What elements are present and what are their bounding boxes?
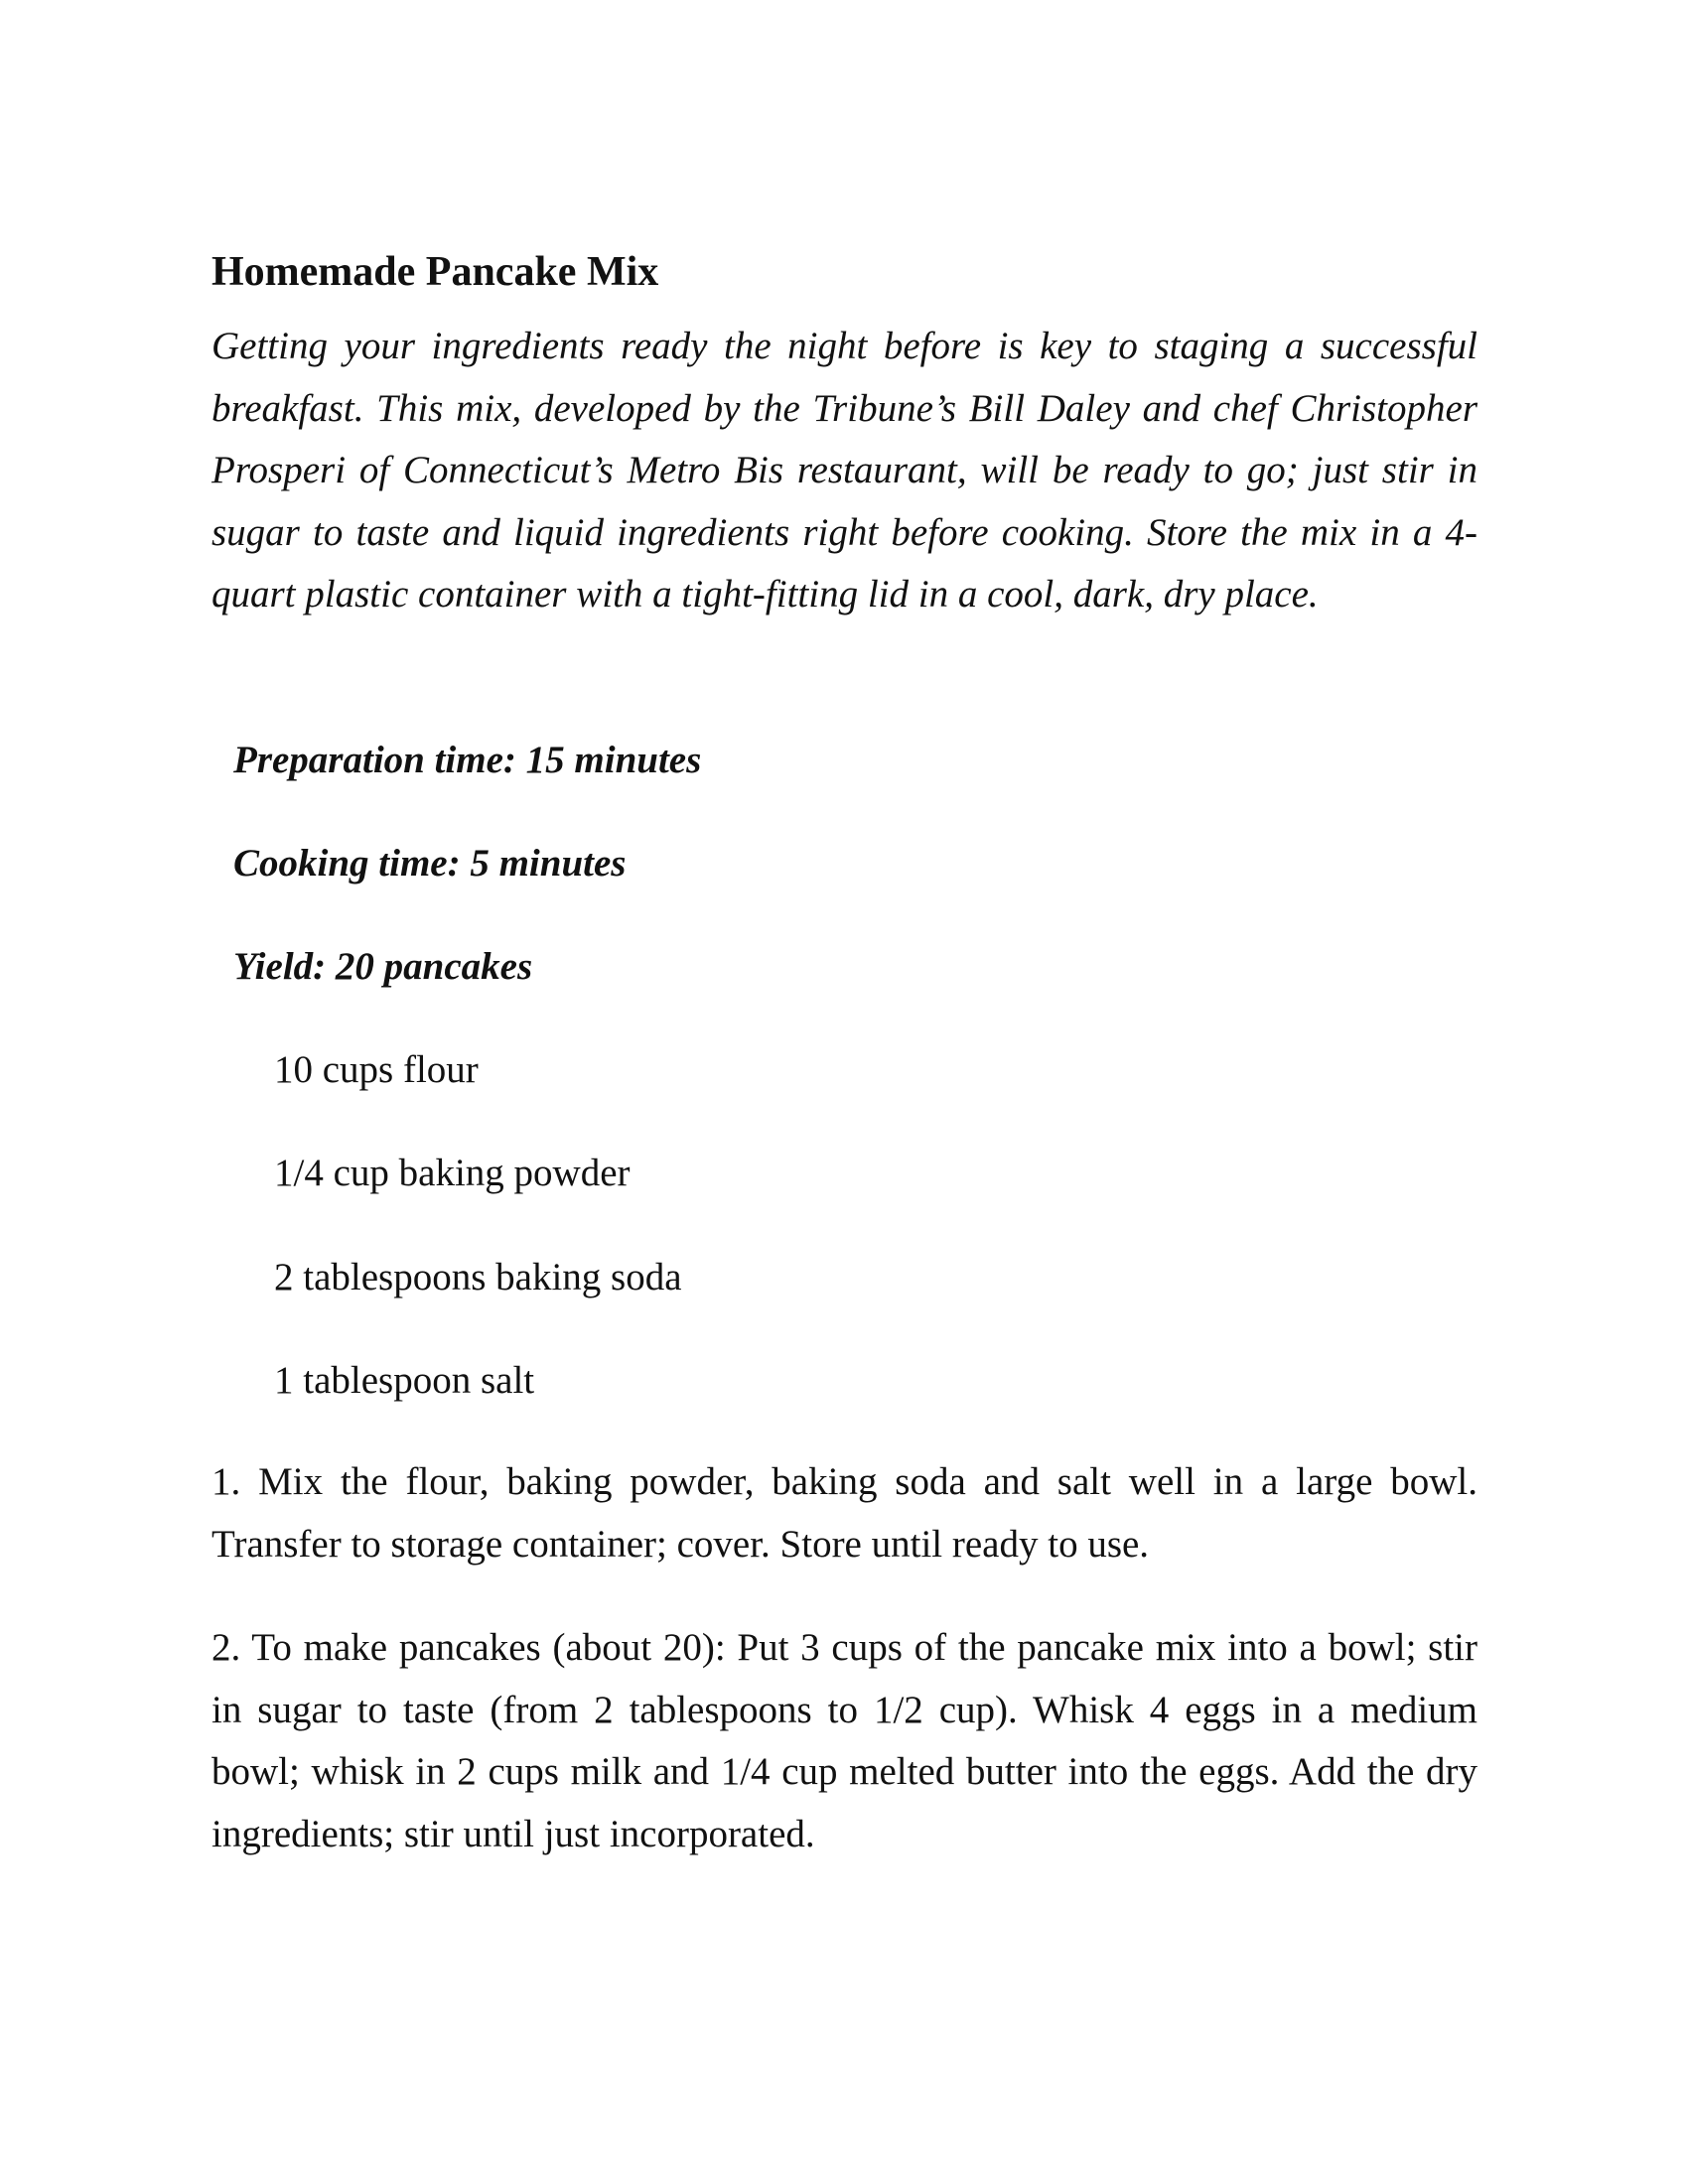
ingredient-item: 1/4 cup baking powder [274,1152,631,1194]
recipe-title: Homemade Pancake Mix [211,249,659,295]
recipe-yield: Yield: 20 pancakes [233,945,533,988]
cooking-time: Cooking time: 5 minutes [233,842,627,885]
ingredient-item: 2 tablespoons baking soda [274,1256,682,1298]
preparation-time: Preparation time: 15 minutes [233,739,702,781]
instruction-step: 2. To make pancakes (about 20): Put 3 cups of the pancake mix into a bowl; stir in sugar to taste (from 2 tablespoons to 1/2 cup). Whisk 4 eggs in a medium bowl; whisk in 2 cups milk and 1/4 cup melted butter into the eggs. Add the dry ingredients; stir until just incorporated. [211,1626,1477,1855]
instruction-step: 1. Mix the flour, baking powder, baking soda and salt well in a large bowl. Transfer to storage container; cover. Store until ready to use. [211,1460,1477,1566]
recipe-intro: Getting your ingredients ready the night before is key to staging a successful breakfast. This mix, developed by the Tribune’s Bill Daley and chef Christopher Prosperi of Connecticut’s Metro Bis restaurant, will be ready to go; just stir in sugar to taste and liquid ingredients right before cooking. Store the mix in a 4-quart plastic container with a tight-fitting lid in a cool, dark, dry place. [211,325,1477,615]
ingredient-item: 1 tablespoon salt [274,1359,535,1402]
ingredient-item: 10 cups flour [274,1048,479,1091]
